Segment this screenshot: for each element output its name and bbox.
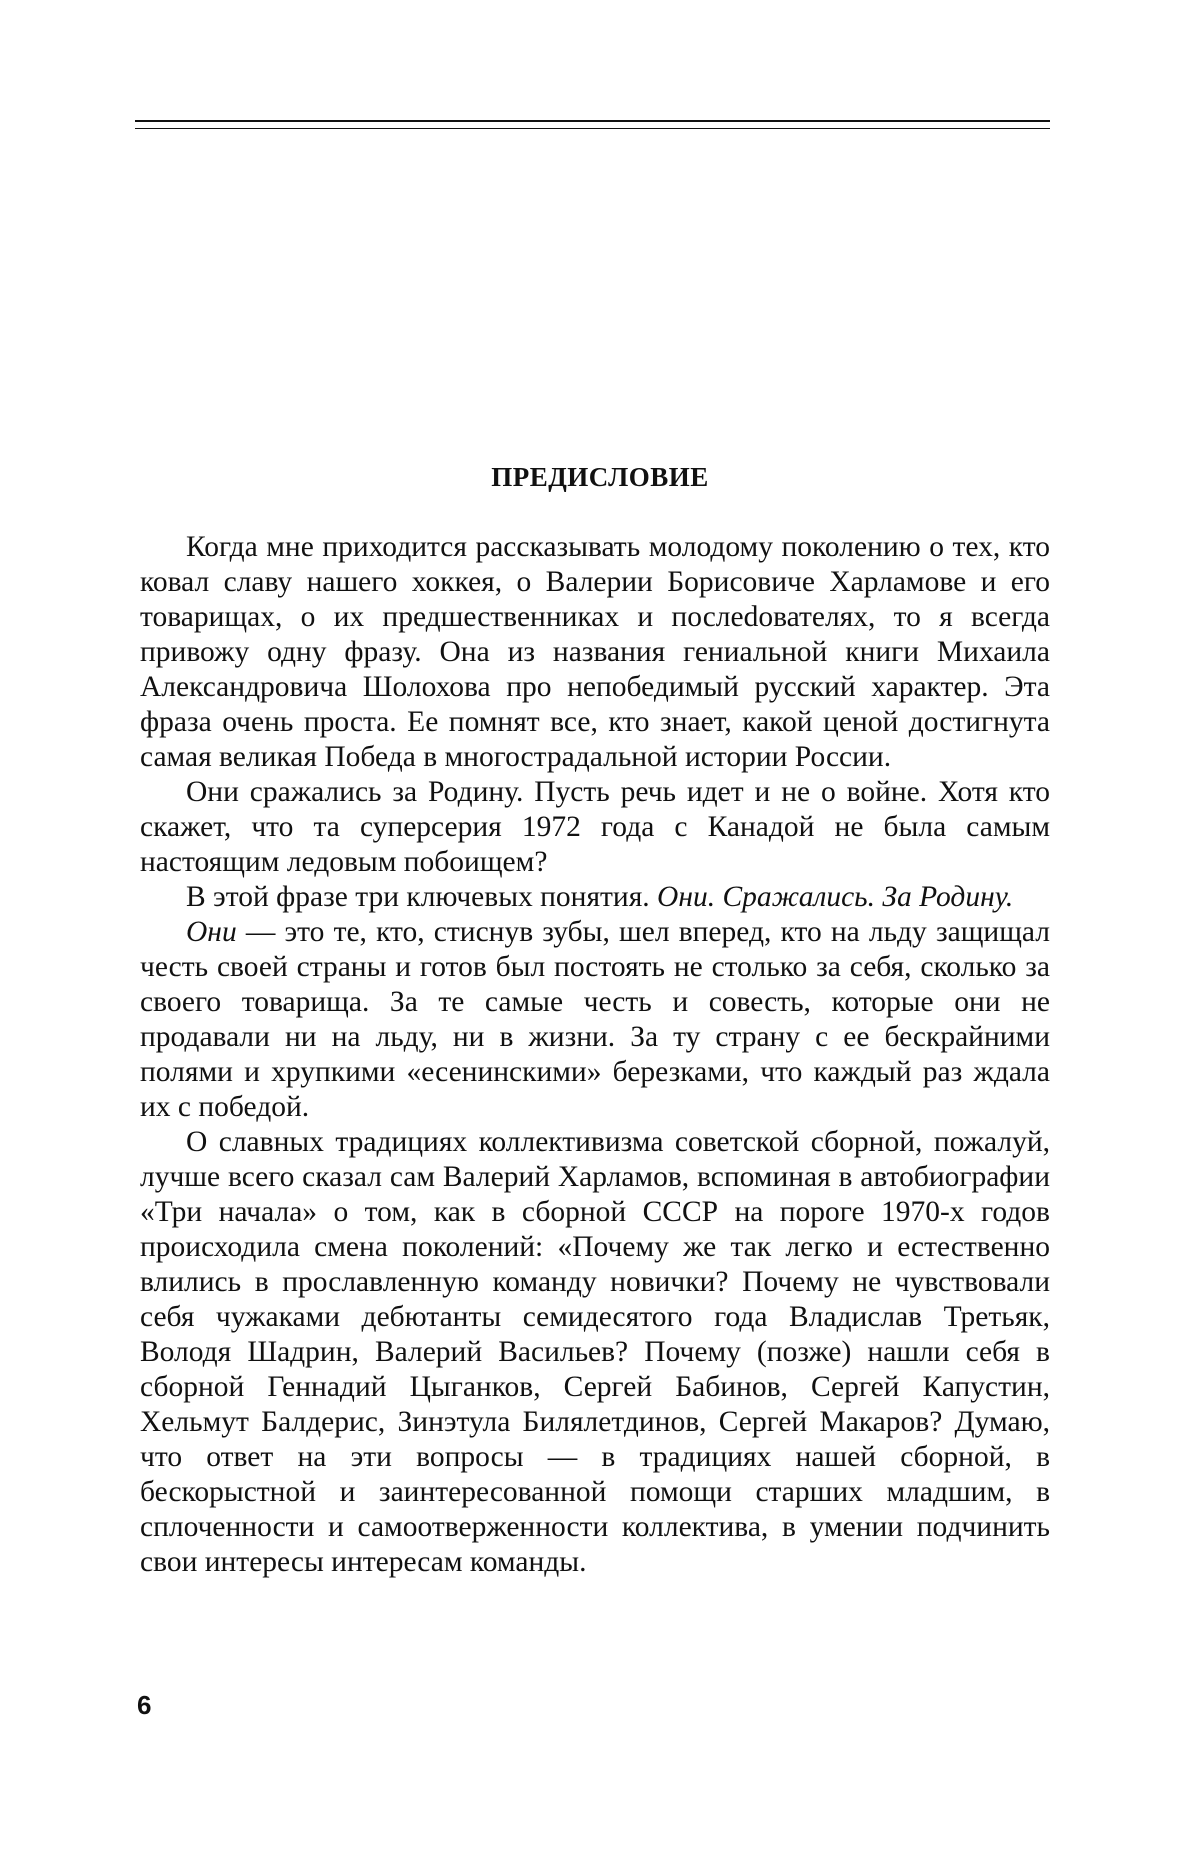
paragraph-4-text: — это те, кто, стиснув зубы, шел вперед, кто на льду защищал честь своей страны и готов был постоять не столько за себя, сколько за своего товарища. За те самые честь и совесть, которые они не продавали ни на льду, ни в жизни. За ту страну с ее бескрайними полями и хрупкими «есенинскими» березками, что каждый раз ждала их с победой. <box>140 916 1050 1123</box>
paragraph-3-emphasis: Они. Сражались. За Родину. <box>657 881 1014 913</box>
paragraph-4-emphasis: Они <box>186 916 237 948</box>
paragraph-1: Когда мне приходится рассказывать молодому поколению о тех, кто ковал славу нашего хоккея, о Валерии Борисовиче Харламове и его товарищах, о их предшественниках и послеdователях, то я всегда привожу одну фразу. Она из названия гениальной книги Михаила Александровича Шолохова про непобедимый русский характер. Эта фраза очень проста. Ее помнят все, кто знает, какой ценой достигнута самая великая Победа в многострадальной истории России. <box>140 531 1050 773</box>
paragraph-3 <box>140 880 1050 915</box>
page-title: ПРЕДИСЛОВИЕ <box>491 462 709 492</box>
paragraph-5: О славных традициях коллективизма советской сборной, пожалуй, лучше всего сказал сам Валерий Харламов, вспоминая в автобиографии «Три начала» о том, как в сборной СССР на пороге 1970-х годов происходила смена поколений: «Почему же так легко и естественно влились в прославленную команду новички? Почему не чувствовали себя чужаками дебютанты семидесятого года Владислав Третьяк, Володя Шадрин, Валерий Васильев? Почему (позже) нашли себя в сборной Геннадий Цыганков, Сергей Бабинов, Сергей Капустин, Хельмут Балдерис, Зинэтула Билялетдинов, Сергей Макаров? Думаю, что ответ на эти вопросы — в традициях нашей сборной, в бескорыстной и заинтересованной помощи старших младшим, в сплоченности и самоотверженности коллектива, в умении подчинить свои интересы интересам команды. <box>140 1126 1050 1578</box>
body-text <box>140 530 1050 1580</box>
paragraph-2: Они сражались за Родину. Пусть речь идет и не о войне. Хотя кто скажет, что та суперсерия 1972 года с Канадой не была самым настоящим ледовым побоищем? <box>140 776 1050 878</box>
header-rule-top <box>135 120 1050 122</box>
page-number: 6 <box>137 1690 152 1720</box>
header-rules <box>135 118 1050 134</box>
paragraph-4 <box>140 915 1050 1125</box>
paragraph-3-lead: В этой фразе три ключевых понятия. <box>186 881 658 913</box>
header-rule-bottom <box>135 128 1050 129</box>
